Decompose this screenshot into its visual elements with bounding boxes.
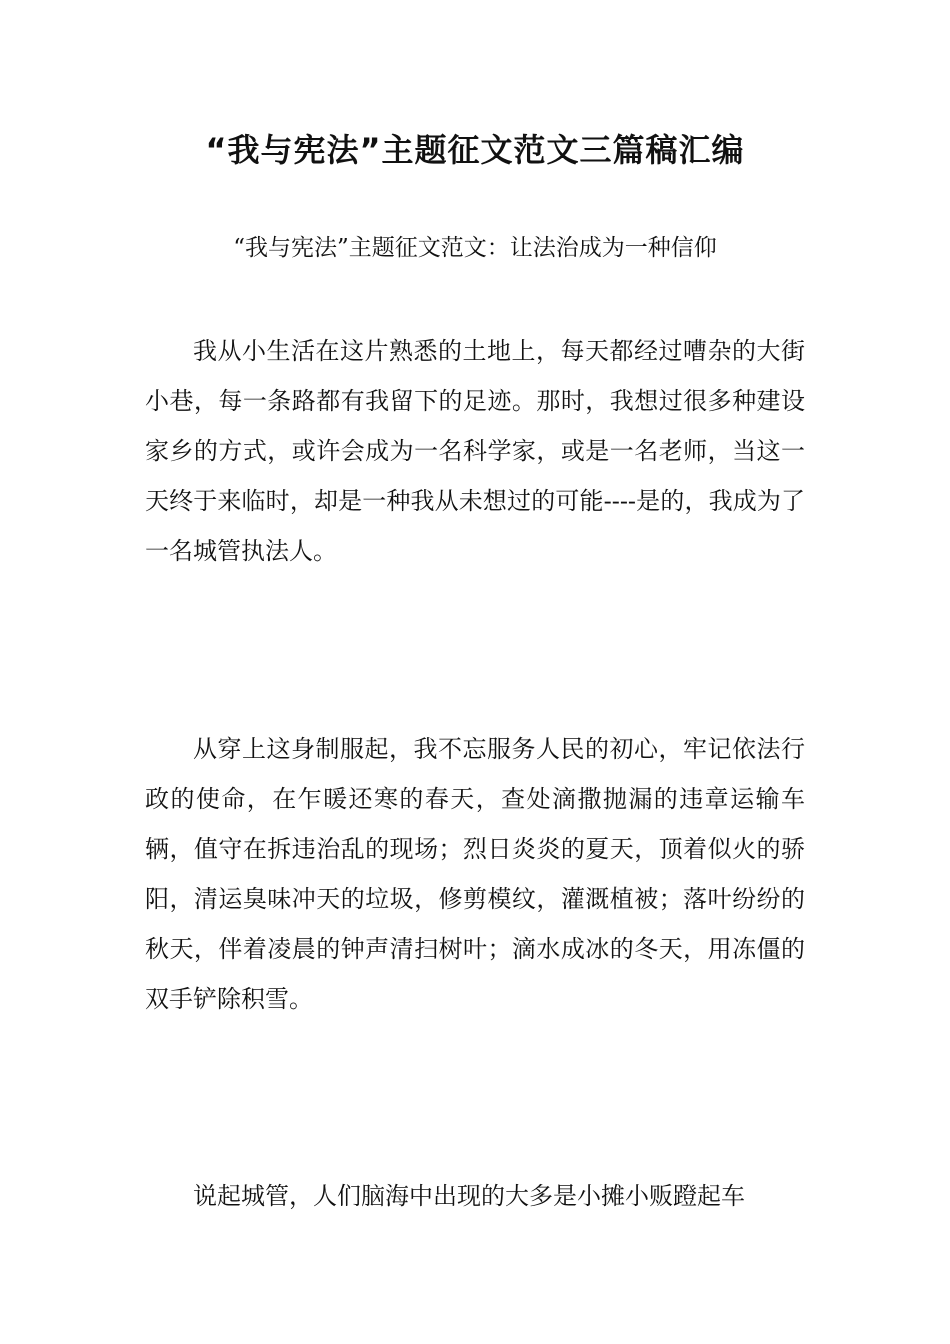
paragraph-3: 说起城管，人们脑海中出现的大多是小摊小贩蹬起车 [193,1182,745,1210]
paragraph-2: 从穿上这身制服起，我不忘服务人民的初心，牢记依法行政的使命，在乍暖还寒的春天，查处滴撒抛漏的违章运输车辆，值守在拆违治乱的现场；烈日炎炎的夏天，顶着似火的骄阳，清运臭味冲天的垃圾，修剪模纹，灌溉植被；落叶纷纷的秋天，伴着凌晨的钟声清扫树叶；滴水成冰的冬天，用冻僵的双手铲除积雪。 [145,735,805,1013]
document-title: “我与宪法”主题征文范文三篇稿汇编 [205,131,745,169]
document-subtitle: “我与宪法”主题征文范文：让法治成为一种信仰 [233,235,717,261]
paragraph-1: 我从小生活在这片熟悉的土地上，每天都经过嘈杂的大街小巷，每一条路都有我留下的足迹。那时，我想过很多种建设家乡的方式，或许会成为一名科学家，或是一名老师，当这一天终于来临时，却是一种我从未想过的可能----是的，我成为了一名城管执法人。 [145,337,805,565]
